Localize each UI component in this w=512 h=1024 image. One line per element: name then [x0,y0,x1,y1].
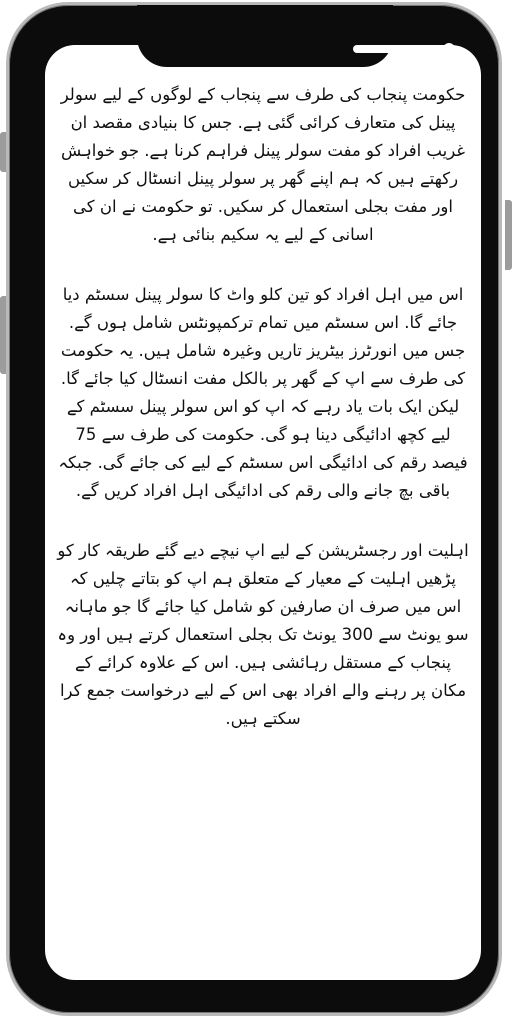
article-paragraph-2: اس میں اہل افراد کو تین کلو واٹ کا سولر پینل سسٹم دیا جائے گا. اس سسٹم میں تمام ترکمپونٹس شامل ہوں گے. جس میں انورٹرز بیٹریز تاریں وغیرہ شامل ہیں. یہ حکومت کی طرف سے اپ کے گھر پر بالکل مفت انسٹال کیا جائے گا. لیکن ایک بات یاد رہے کہ اپ کو اس سولر پینل سسٹم کے لیے کچھ ادائیگی دینا ہو گی. حکومت کی طرف سے 75 فیصد رقم کی ادائیگی اس سسٹم کے لیے کی جائے گی. جبکہ باقی بچ جانے والی رقم کی ادائیگی اہل افراد کریں گے. [58,285,468,500]
phone-notch [137,5,393,67]
front-camera-icon [443,43,455,55]
article-paragraph-3: اہلیت اور رجسٹریشن کے لیے اپ نیچے دیے گئے طریقہ کار کو پڑھیں اہلیت کے معیار کے متعلق ہم اپ کو بتاتے چلیں کہ اس میں صرف ان صارفین کو شامل کیا جائے گا جو ماہانہ سو یونٹ سے 300 یونٹ تک بجلی استعمال کرتے ہیں اور وہ پنجاب کے مستقل رہائشی ہیں. اس کے علاوہ کرائے کے مکان پر رہنے والے افراد بھی اس کے لیے درخواست جمع کرا سکتے ہیں. [57,541,469,728]
power-button [505,200,512,270]
phone-frame [6,2,502,1016]
article-body [57,81,469,765]
article-paragraph-1: حکومت پنجاب کی طرف سے پنجاب کے لوگوں کے لیے سولر پینل کی متعارف کرائی گئی ہے. جس کا بنیادی مقصد ان غریب افراد کو مفت سولر پینل فراہم کرنا ہے. جو خواہش رکھتے ہیں کہ ہم اپنے گھر پر سولر پینل انسٹال کر سکیں اور مفت بجلی استعمال کر سکیں. تو حکومت نے ان کی اسانی کے لیے یہ سکیم بنائی ہے. [60,85,466,244]
speaker-grille [353,45,411,53]
phone-screen[interactable] [45,45,481,980]
